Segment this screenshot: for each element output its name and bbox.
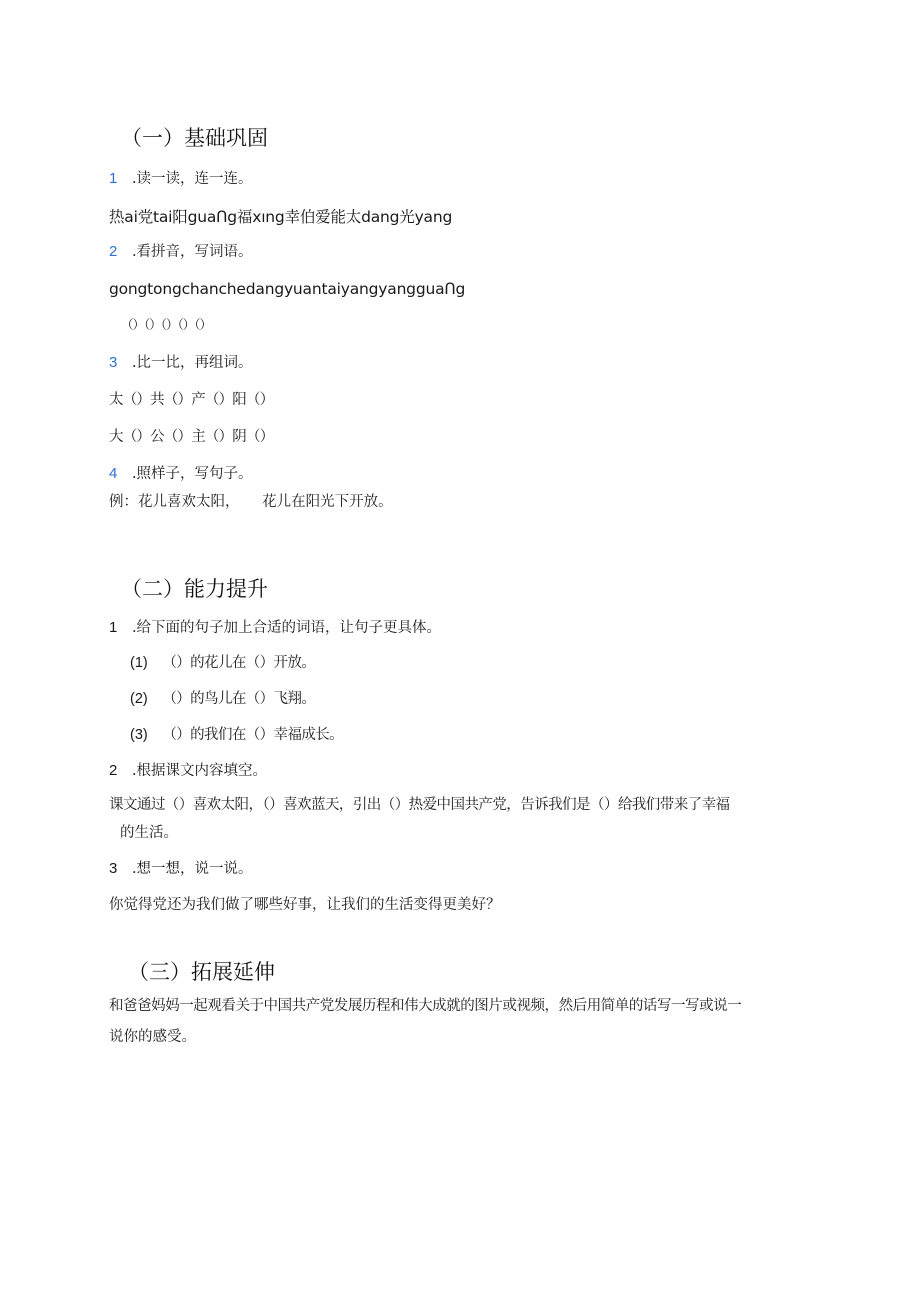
question-1-1	[109, 169, 253, 189]
extension-text-line-1: 和爸爸妈妈一起观看关于中国共产党发展历程和伟大成就的图片或视频，然后用简单的话写一写或说一	[109, 998, 742, 1014]
question-text: .看拼音，写词语。	[131, 244, 253, 260]
question-1-3	[109, 353, 253, 373]
section-heading-basics: （一）基础巩固	[121, 126, 268, 150]
question-text: .照样子，写句子。	[131, 466, 253, 482]
question-number: 2	[109, 243, 118, 260]
question-1-4	[109, 464, 253, 484]
answer-blanks: （）（）（）（）（）	[121, 317, 212, 332]
question-number: 1	[109, 170, 118, 187]
item-text: （）的我们在（）幸福成长。	[162, 727, 344, 743]
section-heading-extension: （三）拓展延伸	[128, 960, 275, 984]
pinyin-match-line: 热ai党tai阳guaᑎg福xıng幸伯爱能太dang光yang	[109, 208, 453, 226]
question-2-3	[109, 859, 253, 879]
example-line	[109, 492, 393, 512]
item-label: (3)	[130, 727, 148, 743]
question-1-2	[109, 242, 253, 262]
extension-text-line-2: 说你的感受。	[109, 1029, 196, 1045]
list-item	[130, 725, 343, 745]
discussion-prompt: 你觉得党还为我们做了哪些好事，让我们的生活变得更美好？	[109, 897, 501, 913]
fill-in-paragraph-line-1: 课文通过（）喜欢太阳，（）喜欢蓝天，引出（）热爱中国共产党，告诉我们是（）给我们带来了幸福	[109, 797, 730, 813]
question-text: .给下面的句子加上合适的词语，让句子更具体。	[131, 620, 442, 636]
example-answer: 花儿在阳光下开放。	[262, 494, 393, 510]
question-text: .根据课文内容填空。	[131, 763, 268, 779]
question-2-1	[109, 618, 441, 638]
item-label: (1)	[130, 655, 148, 671]
question-number: 3	[109, 354, 118, 371]
section-heading-ability: （二）能力提升	[121, 577, 268, 601]
question-2-2	[109, 761, 267, 781]
question-number: 2	[109, 762, 118, 779]
fill-in-paragraph-line-2: 的生活。	[120, 825, 178, 841]
list-item	[130, 653, 315, 673]
question-number: 4	[109, 465, 118, 482]
example-label: 例：花儿喜欢太阳，	[109, 494, 240, 510]
pinyin-words-line: gongtongchanchedangyuantaiyangyangguaᑎg	[109, 280, 466, 298]
compare-row-2: 大（）公（）主（）阴（）	[109, 429, 274, 445]
compare-row-1: 太（）共（）产（）阳（）	[109, 392, 274, 408]
list-item	[130, 689, 315, 709]
question-text: .想一想，说一说。	[131, 861, 253, 877]
question-number: 1	[109, 619, 118, 636]
item-text: （）的鸟儿在（）飞翔。	[162, 691, 316, 707]
question-text: .比一比，再组词。	[131, 355, 253, 371]
question-text: .读一读，连一连。	[131, 171, 253, 187]
item-label: (2)	[130, 691, 148, 707]
item-text: （）的花儿在（）开放。	[162, 655, 316, 671]
question-number: 3	[109, 860, 118, 877]
